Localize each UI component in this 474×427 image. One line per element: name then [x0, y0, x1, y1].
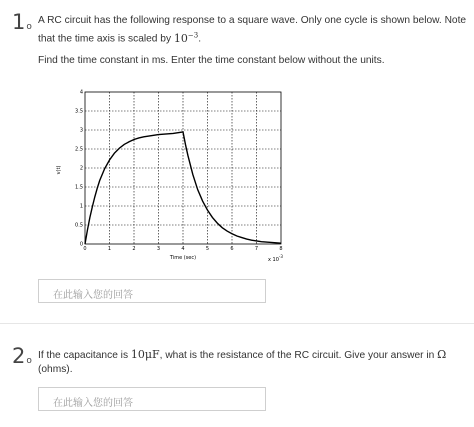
- x-tick-label: 0: [83, 246, 87, 252]
- time-scale-exponent: −3: [187, 31, 199, 39]
- x-tick-label: 5: [205, 246, 210, 252]
- y-tick-label: 1.5: [75, 184, 83, 191]
- square-wave-response-chart: [56, 86, 296, 266]
- x-axis-label: Time (sec): [169, 255, 197, 261]
- chart-ticks: [75, 90, 283, 252]
- answer-placeholder: 在此输入您的回答: [53, 290, 133, 301]
- x-tick-label: 8: [279, 246, 283, 252]
- question-2-text: [38, 348, 468, 377]
- question-2-line2: (ohms).: [38, 364, 73, 375]
- x-tick-label: 3: [156, 246, 161, 252]
- x-tick-label: 6: [230, 246, 234, 252]
- question-1-number: [12, 10, 32, 34]
- x-axis-multiplier-exponent: -3: [278, 254, 283, 259]
- y-tick-label: 1: [79, 203, 83, 210]
- y-tick-label: 3.5: [75, 108, 83, 115]
- y-tick-label: 0.5: [75, 222, 83, 229]
- y-tick-label: 3: [79, 127, 83, 134]
- x-tick-label: 2: [132, 246, 136, 252]
- y-tick-label: 4: [79, 89, 83, 96]
- y-tick-label: 2: [79, 165, 83, 172]
- question-number-text: 1: [12, 10, 26, 34]
- y-tick-label: 0: [79, 241, 83, 248]
- question-1-answer-input[interactable]: [38, 279, 266, 303]
- question-2-line1: [38, 348, 468, 363]
- x-tick-label: 7: [254, 246, 259, 252]
- question-1-instruction: Find the time constant in ms. Enter the time constant below without the units.: [38, 55, 385, 66]
- question-2-answer-input[interactable]: [38, 387, 266, 411]
- x-axis-multiplier-base: x 10: [268, 257, 279, 263]
- capacitance-math: 10μF: [130, 348, 160, 361]
- question-1-line2-prefix: that the time axis is scaled by: [38, 33, 174, 45]
- chart-grid: [85, 92, 281, 244]
- question-1-line2-suffix: .: [198, 33, 202, 45]
- question-divider: [0, 323, 474, 324]
- x-tick-label: 4: [181, 246, 185, 252]
- question-number-dot: o: [26, 356, 32, 366]
- x-tick-label: 1: [107, 246, 112, 252]
- y-tick-label: 2.5: [75, 146, 83, 153]
- question-number-dot: o: [26, 22, 32, 32]
- question-number-text: 2: [12, 344, 26, 368]
- question-1-line1: A RC circuit has the following response to a square wave. Only one cycle is shown below. Note: [38, 15, 467, 26]
- time-scale-base: 10: [173, 31, 188, 45]
- question-1-line2: [38, 28, 468, 47]
- x-axis-multiplier: [268, 254, 283, 263]
- question-1-text: [38, 14, 468, 47]
- question-2-number: [12, 344, 32, 368]
- question-2-middle: , what is the resistance of the RC circuit. Give your answer in: [159, 350, 438, 361]
- answer-placeholder: 在此输入您的回答: [53, 398, 133, 409]
- question-2-prefix: If the capacitance is: [38, 350, 131, 361]
- ohm-symbol: Ω: [437, 348, 447, 361]
- y-axis-label: v(t): [56, 165, 62, 175]
- time-scale-math: [174, 32, 198, 45]
